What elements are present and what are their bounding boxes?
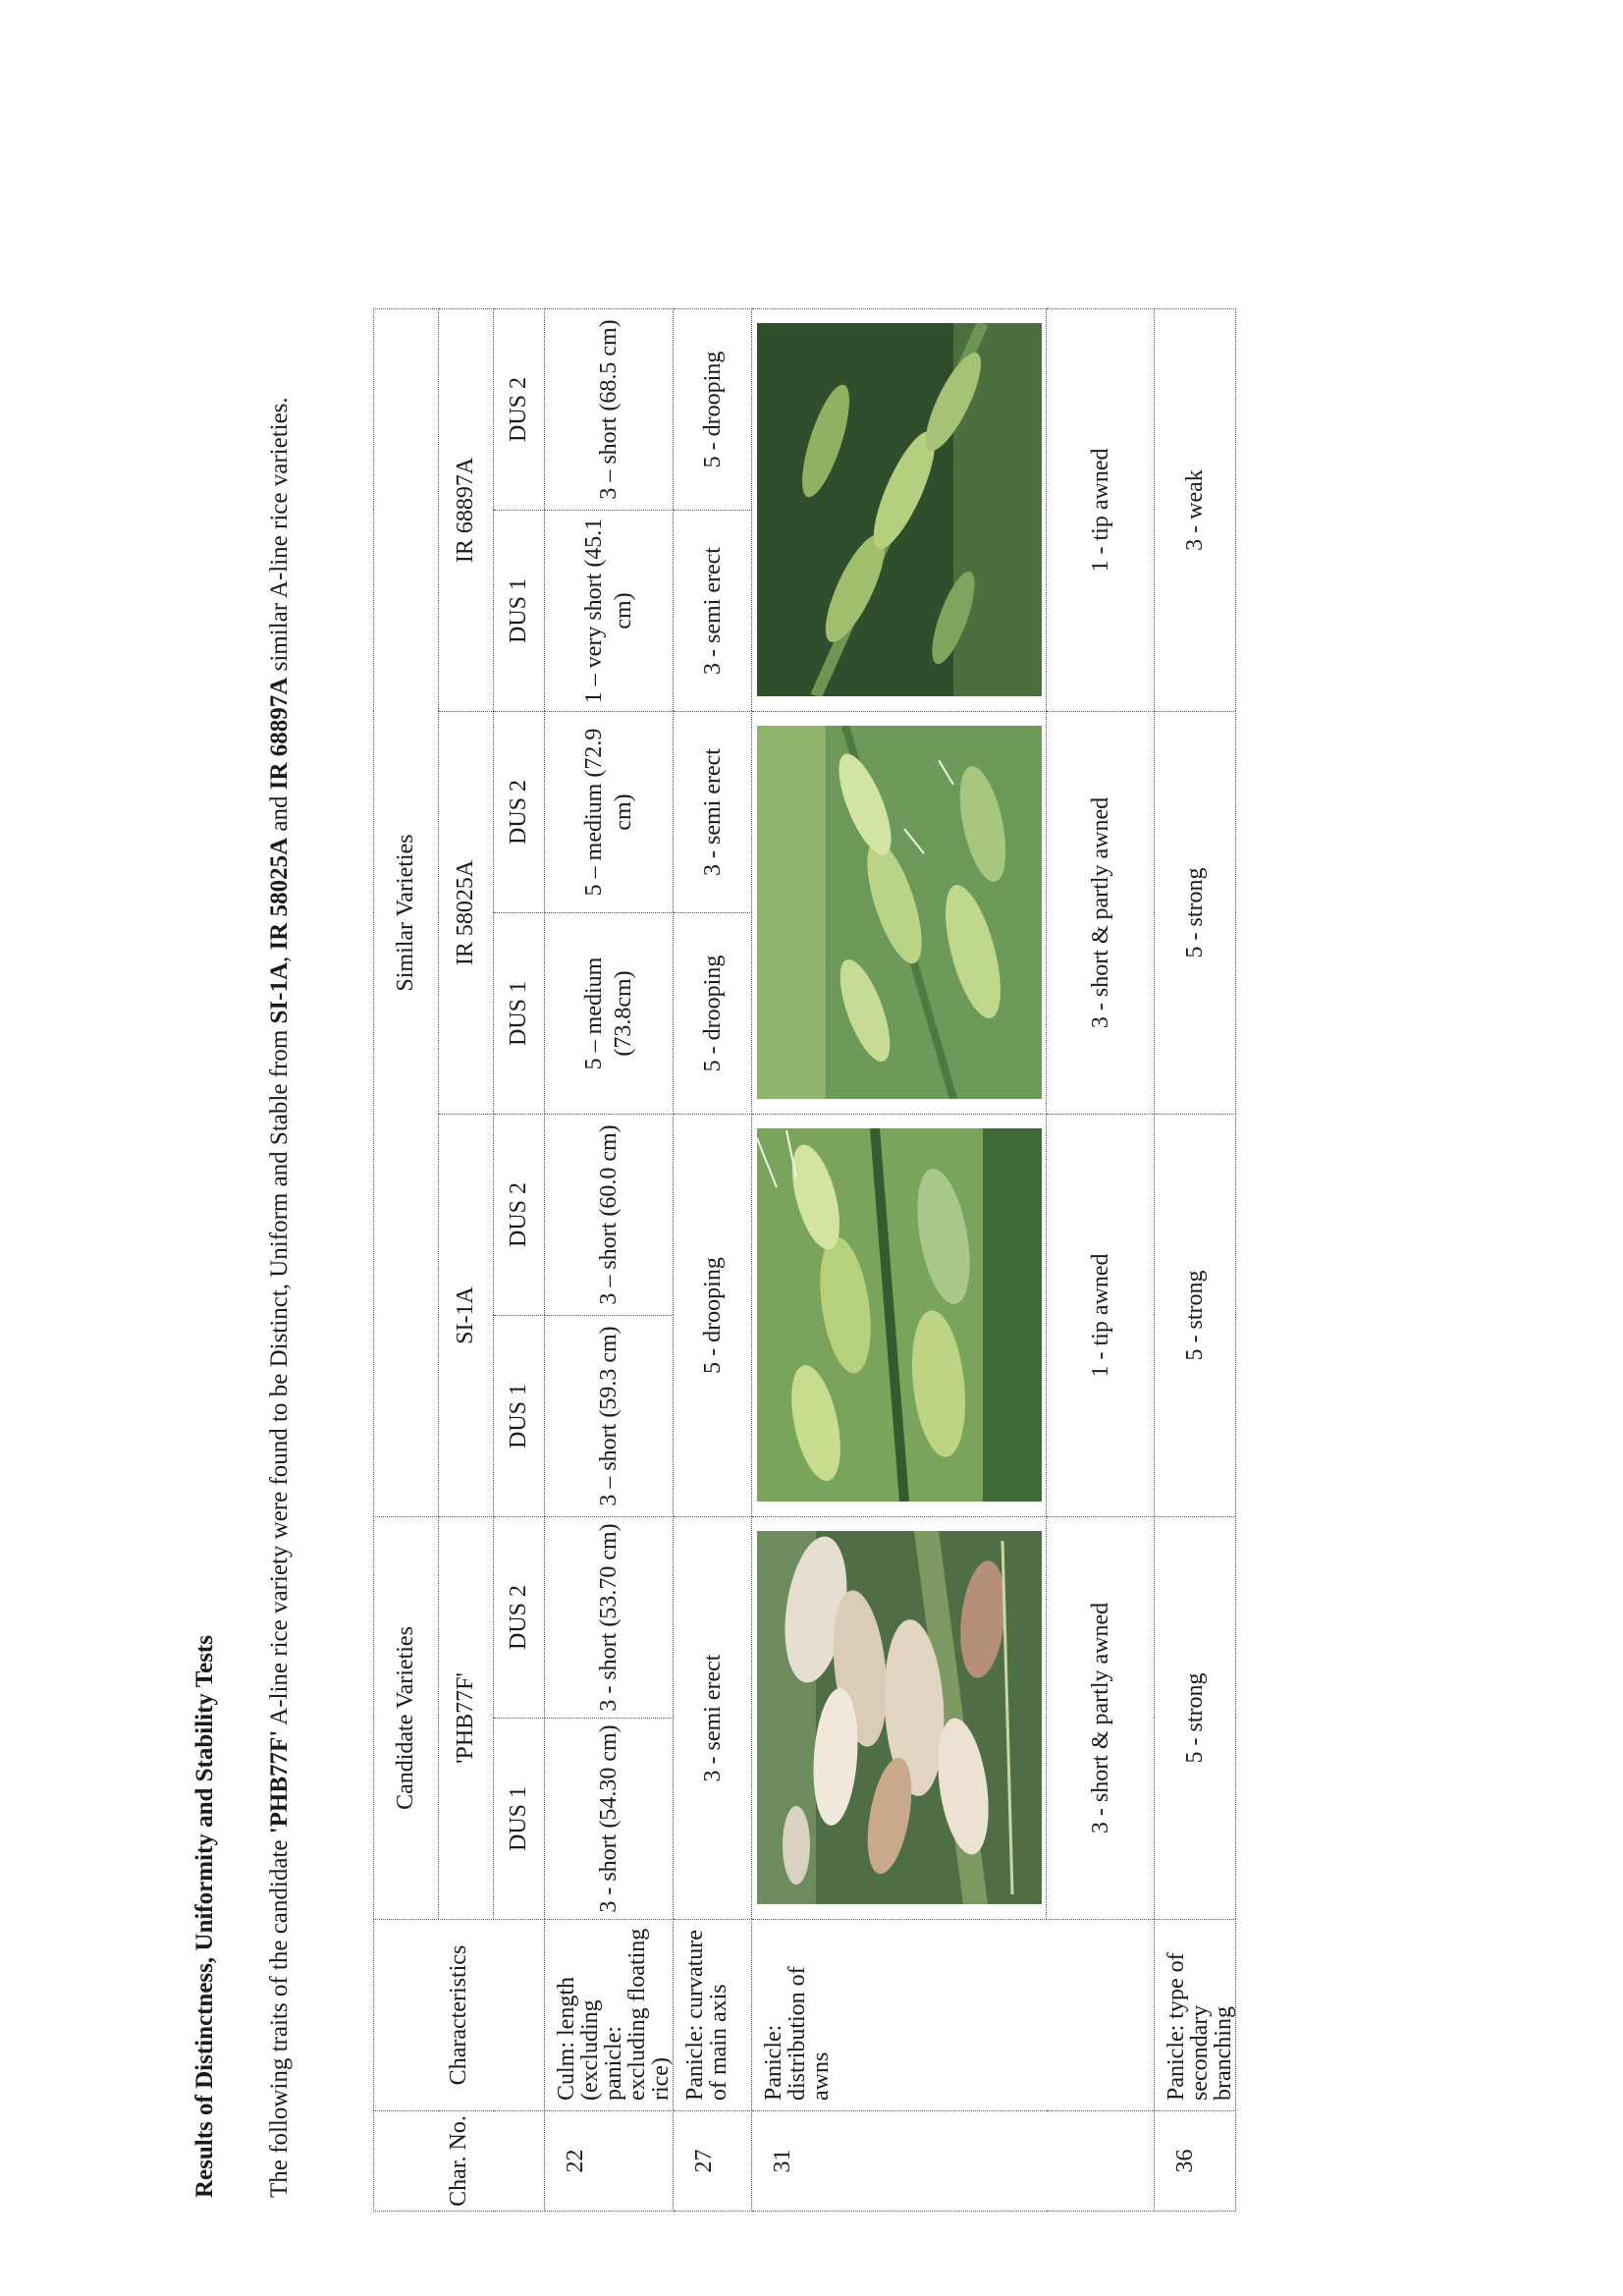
phb77f-value: 5 - strong [1155,1517,1236,1920]
ir58025a-value: 5 - strong [1155,712,1236,1115]
intro-paragraph [257,214,302,2198]
char-number: 27 [674,2111,752,2212]
header-variety-phb77f: 'PHB77F' [439,1517,494,1920]
header-dus2: DUS 2 [494,309,545,511]
ir68897a-value: 3 - weak [1155,309,1236,712]
ir68897a-value: 1 - tip awned [1047,309,1155,712]
phb77f-dus1-value: 3 - short (54.30 cm) [545,1719,674,1920]
intro-variety-1: SI-1A [266,961,293,1024]
intro-sep-1: , [266,950,293,962]
header-characteristics: Characteristics [374,1920,545,2111]
header-char-no: Char. No. [374,2111,545,2212]
characteristic-name: Panicle: curvature of main axis [674,1920,752,2111]
header-similar-varieties: Similar Varieties [374,309,439,1517]
header-row-groups [374,309,439,2212]
dus-results-table [373,308,1236,2212]
ir68897a-dus2-value: 5 - drooping [674,309,752,511]
page-heading: Results of Distinctness, Uniformity and Stability Tests [191,1635,218,2198]
intro-candidate: 'PHB77F' [266,1729,293,1834]
ir58025a-dus1-value: 5 – medium (73.8cm) [545,913,674,1115]
phb77f-value: 3 - short & partly awned [1047,1517,1155,1920]
table-row [674,309,752,2212]
table-row-images [752,309,1047,2212]
si1a-dus1-value: 3 – short (59.3 cm) [545,1316,674,1517]
si1a-value: 5 - drooping [674,1115,752,1517]
ir68897a-panicle-photo [757,324,1042,697]
si1a-dus2-value: 3 – short (60.0 cm) [545,1115,674,1316]
si1a-value: 1 - tip awned [1047,1115,1155,1517]
phb77f-value: 3 - semi erect [674,1517,752,1920]
header-dus1: DUS 1 [494,1316,545,1517]
header-dus1: DUS 1 [494,511,545,712]
ir68897a-dus1-value: 3 - semi erect [674,511,752,712]
ir68897a-dus2-value: 3 – short (68.5 cm) [545,309,674,511]
char-number: 31 [752,2111,1155,2212]
char-number: 22 [545,2111,674,2212]
header-variety-ir58025a: IR 58025A [439,712,494,1115]
header-dus2: DUS 2 [494,712,545,913]
ir68897a-panicle-photo-cell [752,309,1047,712]
header-variety-si1a: SI-1A [439,1115,494,1517]
si1a-panicle-photo-cell [752,1115,1047,1517]
table-row [1155,309,1236,2212]
intro-variety-2: IR 58025A [266,837,293,951]
header-dus1: DUS 1 [494,1719,545,1920]
char-number: 36 [1155,2111,1236,2212]
phb77f-panicle-photo [757,1532,1042,1905]
ir68897a-dus1-value: 1 – very short (45.1 cm) [545,511,674,712]
ir58025a-panicle-photo [757,727,1042,1100]
header-variety-ir68897a: IR 68897A [439,309,494,712]
header-candidate-varieties: Candidate Varieties [374,1517,439,1920]
ir58025a-dus2-value: 5 – medium (72.9 cm) [545,712,674,913]
ir58025a-dus1-value: 5 - drooping [674,913,752,1115]
intro-text-2: A-line rice variety were found to be Distinct, Uniform and Stable from [266,1023,293,1730]
ir58025a-panicle-photo-cell [752,712,1047,1115]
phb77f-dus2-value: 3 - short (53.70 cm) [545,1517,674,1719]
header-dus2: DUS 2 [494,1517,545,1719]
ir58025a-value: 3 - short & partly awned [1047,712,1155,1115]
phb77f-panicle-photo-cell [752,1517,1047,1920]
header-dus2: DUS 2 [494,1115,545,1316]
header-dus1: DUS 1 [494,913,545,1115]
table-row [545,309,674,2212]
ir58025a-dus2-value: 3 - semi erect [674,712,752,913]
characteristic-name: Culm: length (excluding panicle: excluding floating rice) [545,1920,674,2111]
si1a-value: 5 - strong [1155,1115,1236,1517]
si1a-panicle-photo [757,1129,1042,1503]
intro-text-3: similar A-line rice varieties. [266,397,293,678]
intro-text-1: The following traits of the candidate [266,1833,293,2198]
intro-sep-2: and [266,790,293,838]
characteristic-name: Panicle: type of secondary branching [1155,1920,1236,2111]
intro-variety-3: IR 68897A [266,677,293,791]
characteristic-name: Panicle: distribution of awns [752,1920,1155,2111]
